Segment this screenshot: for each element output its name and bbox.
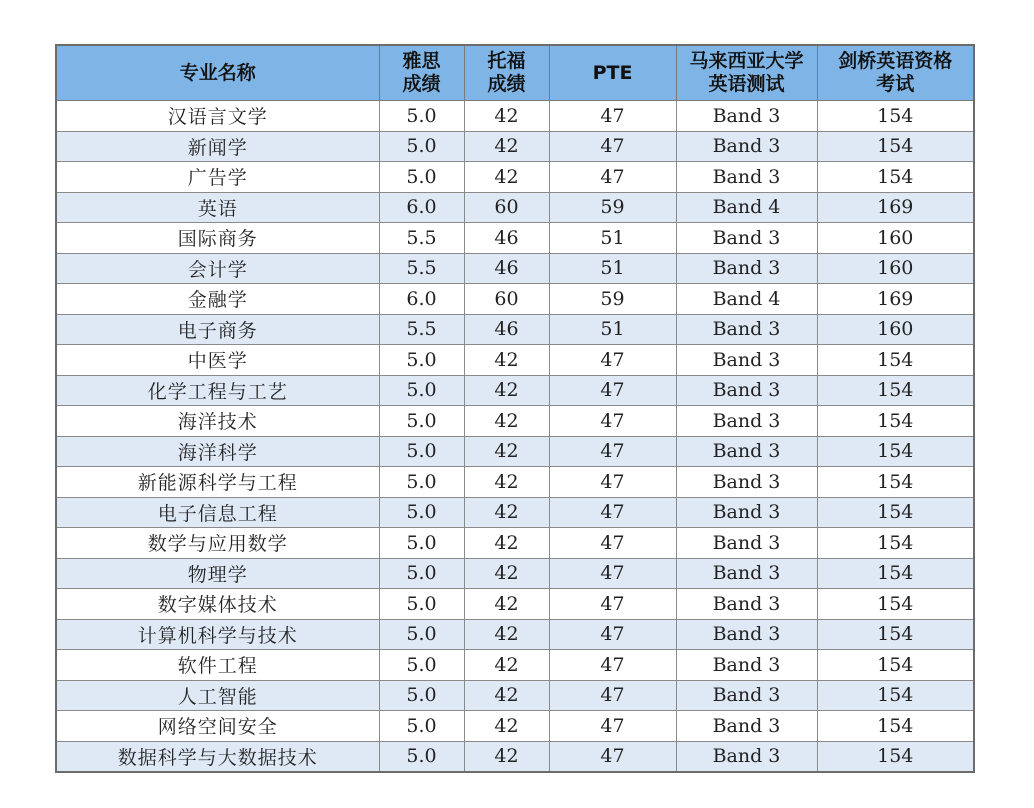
toefl-cell: 46: [464, 223, 549, 254]
table-row: [56, 284, 974, 315]
muet-cell: Band 3: [676, 101, 817, 132]
ielts-cell: 6.0: [379, 192, 464, 223]
toefl-cell: 42: [464, 406, 549, 437]
pte-cell: 47: [549, 375, 676, 406]
major-name-cell: 汉语言文学: [56, 101, 379, 132]
ielts-cell: 5.0: [379, 650, 464, 681]
table-row: [56, 162, 974, 193]
cambridge-cell: 154: [817, 711, 974, 742]
major-name-cell: 金融学: [56, 284, 379, 315]
major-name-cell: 海洋技术: [56, 406, 379, 437]
major-name-cell: 广告学: [56, 162, 379, 193]
toefl-cell: 46: [464, 253, 549, 284]
toefl-cell: 42: [464, 589, 549, 620]
table-row: [56, 680, 974, 711]
cambridge-cell: 154: [817, 345, 974, 376]
table-row: [56, 375, 974, 406]
table-row: [56, 497, 974, 528]
cambridge-cell: 154: [817, 375, 974, 406]
table-row: [56, 467, 974, 498]
toefl-cell: 42: [464, 650, 549, 681]
pte-cell: 47: [549, 619, 676, 650]
muet-cell: Band 3: [676, 162, 817, 193]
pte-cell: 47: [549, 467, 676, 498]
pte-cell: 47: [549, 497, 676, 528]
ielts-cell: 5.5: [379, 253, 464, 284]
pte-cell: 51: [549, 314, 676, 345]
header-pte: PTE: [549, 45, 676, 101]
muet-cell: Band 3: [676, 406, 817, 437]
table-header-row: [56, 45, 974, 101]
pte-cell: 47: [549, 131, 676, 162]
ielts-cell: 5.0: [379, 436, 464, 467]
cambridge-cell: 154: [817, 101, 974, 132]
toefl-cell: 42: [464, 711, 549, 742]
toefl-cell: 42: [464, 528, 549, 559]
header-major-name: 专业名称: [56, 45, 379, 101]
header-toefl-score: 托福 成绩: [464, 45, 549, 101]
muet-cell: Band 3: [676, 558, 817, 589]
major-name-cell: 电子商务: [56, 314, 379, 345]
toefl-cell: 42: [464, 162, 549, 193]
table-row: [56, 101, 974, 132]
cambridge-cell: 160: [817, 253, 974, 284]
cambridge-cell: 154: [817, 741, 974, 772]
cambridge-cell: 154: [817, 650, 974, 681]
cambridge-cell: 160: [817, 223, 974, 254]
ielts-cell: 5.0: [379, 406, 464, 437]
ielts-cell: 5.0: [379, 558, 464, 589]
muet-cell: Band 3: [676, 223, 817, 254]
cambridge-cell: 154: [817, 131, 974, 162]
ielts-cell: 5.0: [379, 528, 464, 559]
cambridge-cell: 154: [817, 406, 974, 437]
muet-cell: Band 3: [676, 467, 817, 498]
table-row: [56, 741, 974, 772]
major-name-cell: 国际商务: [56, 223, 379, 254]
muet-cell: Band 3: [676, 345, 817, 376]
muet-cell: Band 3: [676, 436, 817, 467]
cambridge-cell: 154: [817, 497, 974, 528]
toefl-cell: 42: [464, 101, 549, 132]
pte-cell: 47: [549, 101, 676, 132]
cambridge-cell: 169: [817, 284, 974, 315]
table-row: [56, 223, 974, 254]
cambridge-cell: 154: [817, 436, 974, 467]
muet-cell: Band 3: [676, 680, 817, 711]
pte-cell: 47: [549, 436, 676, 467]
table-row: [56, 131, 974, 162]
major-name-cell: 英语: [56, 192, 379, 223]
toefl-cell: 42: [464, 619, 549, 650]
table-body: [56, 101, 974, 773]
cambridge-cell: 160: [817, 314, 974, 345]
major-name-cell: 数据科学与大数据技术: [56, 741, 379, 772]
pte-cell: 47: [549, 406, 676, 437]
cambridge-cell: 169: [817, 192, 974, 223]
toefl-cell: 42: [464, 467, 549, 498]
ielts-cell: 5.0: [379, 589, 464, 620]
table-row: [56, 558, 974, 589]
cambridge-cell: 154: [817, 589, 974, 620]
english-requirements-table: [55, 44, 975, 773]
pte-cell: 47: [549, 528, 676, 559]
table-row: [56, 589, 974, 620]
pte-cell: 47: [549, 558, 676, 589]
toefl-cell: 42: [464, 680, 549, 711]
major-name-cell: 数学与应用数学: [56, 528, 379, 559]
major-name-cell: 化学工程与工艺: [56, 375, 379, 406]
ielts-cell: 5.0: [379, 345, 464, 376]
pte-cell: 59: [549, 192, 676, 223]
pte-cell: 47: [549, 589, 676, 620]
major-name-cell: 新能源科学与工程: [56, 467, 379, 498]
major-name-cell: 计算机科学与技术: [56, 619, 379, 650]
table-row: [56, 314, 974, 345]
toefl-cell: 42: [464, 497, 549, 528]
major-name-cell: 人工智能: [56, 680, 379, 711]
major-name-cell: 数字媒体技术: [56, 589, 379, 620]
major-name-cell: 软件工程: [56, 650, 379, 681]
ielts-cell: 5.0: [379, 711, 464, 742]
ielts-cell: 5.0: [379, 162, 464, 193]
muet-cell: Band 3: [676, 711, 817, 742]
pte-cell: 51: [549, 223, 676, 254]
toefl-cell: 42: [464, 345, 549, 376]
header-cambridge-english: 剑桥英语资格 考试: [817, 45, 974, 101]
table-row: [56, 406, 974, 437]
pte-cell: 47: [549, 680, 676, 711]
muet-cell: Band 3: [676, 253, 817, 284]
table-row: [56, 345, 974, 376]
pte-cell: 47: [549, 711, 676, 742]
ielts-cell: 5.0: [379, 375, 464, 406]
major-name-cell: 会计学: [56, 253, 379, 284]
muet-cell: Band 3: [676, 528, 817, 559]
muet-cell: Band 3: [676, 589, 817, 620]
toefl-cell: 42: [464, 436, 549, 467]
table-row: [56, 436, 974, 467]
toefl-cell: 42: [464, 558, 549, 589]
major-name-cell: 新闻学: [56, 131, 379, 162]
table-row: [56, 528, 974, 559]
muet-cell: Band 3: [676, 741, 817, 772]
toefl-cell: 42: [464, 741, 549, 772]
table-row: [56, 192, 974, 223]
cambridge-cell: 154: [817, 680, 974, 711]
muet-cell: Band 3: [676, 131, 817, 162]
header-ielts-score: 雅思 成绩: [379, 45, 464, 101]
pte-cell: 51: [549, 253, 676, 284]
toefl-cell: 60: [464, 192, 549, 223]
cambridge-cell: 154: [817, 619, 974, 650]
table-row: [56, 711, 974, 742]
muet-cell: Band 3: [676, 375, 817, 406]
ielts-cell: 5.0: [379, 680, 464, 711]
table-row: [56, 619, 974, 650]
muet-cell: Band 4: [676, 192, 817, 223]
cambridge-cell: 154: [817, 467, 974, 498]
ielts-cell: 5.0: [379, 619, 464, 650]
pte-cell: 47: [549, 345, 676, 376]
major-name-cell: 海洋科学: [56, 436, 379, 467]
ielts-cell: 5.0: [379, 131, 464, 162]
muet-cell: Band 4: [676, 284, 817, 315]
cambridge-cell: 154: [817, 162, 974, 193]
table-row: [56, 253, 974, 284]
pte-cell: 59: [549, 284, 676, 315]
pte-cell: 47: [549, 741, 676, 772]
ielts-cell: 6.0: [379, 284, 464, 315]
muet-cell: Band 3: [676, 619, 817, 650]
muet-cell: Band 3: [676, 650, 817, 681]
header-muet: 马来西亚大学 英语测试: [676, 45, 817, 101]
table-row: [56, 650, 974, 681]
ielts-cell: 5.5: [379, 314, 464, 345]
cambridge-cell: 154: [817, 528, 974, 559]
ielts-cell: 5.5: [379, 223, 464, 254]
muet-cell: Band 3: [676, 497, 817, 528]
major-name-cell: 物理学: [56, 558, 379, 589]
muet-cell: Band 3: [676, 314, 817, 345]
pte-cell: 47: [549, 650, 676, 681]
ielts-cell: 5.0: [379, 101, 464, 132]
toefl-cell: 42: [464, 131, 549, 162]
major-name-cell: 网络空间安全: [56, 711, 379, 742]
requirements-table-container: [55, 44, 973, 773]
toefl-cell: 46: [464, 314, 549, 345]
major-name-cell: 中医学: [56, 345, 379, 376]
toefl-cell: 42: [464, 375, 549, 406]
ielts-cell: 5.0: [379, 741, 464, 772]
ielts-cell: 5.0: [379, 467, 464, 498]
cambridge-cell: 154: [817, 558, 974, 589]
pte-cell: 47: [549, 162, 676, 193]
toefl-cell: 60: [464, 284, 549, 315]
major-name-cell: 电子信息工程: [56, 497, 379, 528]
ielts-cell: 5.0: [379, 497, 464, 528]
